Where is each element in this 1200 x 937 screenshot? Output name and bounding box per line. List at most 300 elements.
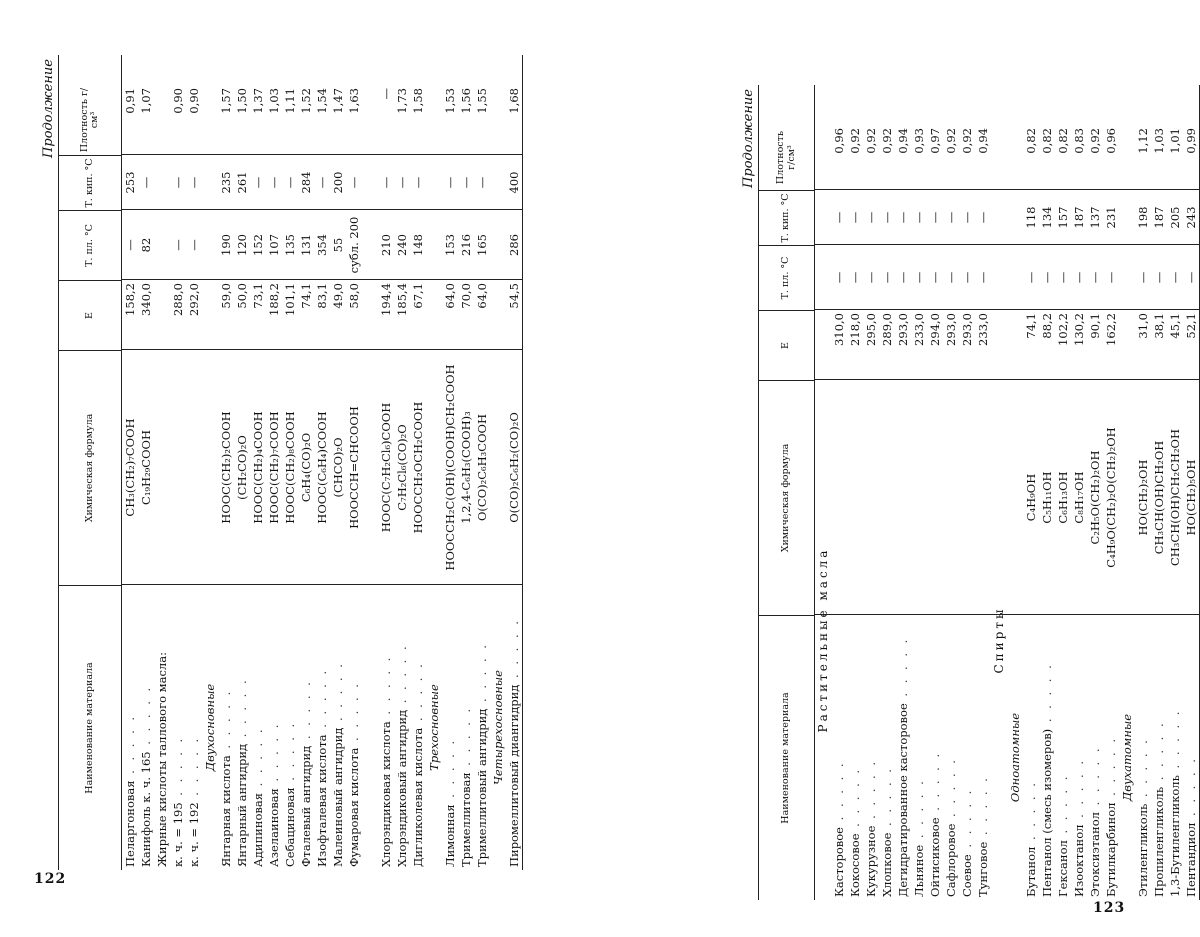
table-row — [330, 55, 346, 870]
cell-boiling: — — [864, 211, 878, 224]
cell-density: 1,47 — [331, 88, 345, 114]
cell-name — [234, 585, 250, 870]
leader-dots: . . . . . — [944, 757, 958, 824]
cell-name — [506, 585, 522, 870]
cell-formula: O(CO)₂C₆H₂(CO)₂O — [507, 412, 521, 523]
column-rule — [815, 614, 1199, 615]
leader-dots: . . . . . — [459, 705, 473, 773]
section-heading — [202, 55, 218, 870]
column-rule — [122, 279, 522, 280]
cell-boiling: 253 — [123, 171, 137, 194]
material-name: Тримеллитовая — [459, 772, 473, 867]
leader-dots: . . . . . — [880, 766, 894, 833]
material-name: Жирные кислоты таллового масла: — [155, 652, 169, 867]
cell-name — [1167, 615, 1183, 900]
cell-name — [863, 615, 879, 900]
material-name: Янтарная кислота — [219, 755, 233, 867]
cell-formula — [975, 380, 991, 615]
cell-e: 295,0 — [864, 313, 878, 346]
cell-density: 1,01 — [1168, 128, 1182, 154]
cell-formula: (CH₂CO)₂O — [235, 435, 249, 500]
leader-dots: . . . . . — [235, 677, 249, 744]
cell-formula: CH₃CH(OH)CH₂CH₂OH — [1168, 428, 1182, 567]
material-name: Пропиленгликоль — [1152, 786, 1166, 897]
header-formula: Химическая формула — [759, 380, 814, 615]
cell-melting: 152 — [251, 234, 265, 256]
leader-dots: . . . . . — [864, 759, 878, 826]
cell-name — [346, 585, 362, 870]
cell-boiling: — — [459, 176, 473, 189]
leader-dots: . . . . . — [331, 661, 345, 728]
table-row — [1135, 85, 1151, 900]
material-name: Гексанол — [1056, 840, 1070, 897]
cell-boiling: — — [411, 176, 425, 189]
cell-boiling: — — [267, 176, 281, 189]
table-row — [1087, 85, 1103, 900]
cell-melting: 107 — [267, 234, 281, 256]
cell-boiling: — — [171, 176, 185, 189]
left-page-number: 122 — [34, 871, 67, 887]
table-row — [282, 55, 298, 870]
cell-name — [879, 615, 895, 900]
cell-melting: 120 — [235, 234, 249, 256]
cell-e: 101,1 — [283, 283, 297, 316]
table-row — [975, 85, 991, 900]
cell-melting: 131 — [299, 234, 313, 256]
cell-formula: C₄H₉O(CH₂)₂O(CH₂)₂OH — [1104, 427, 1118, 568]
leader-dots: . . . . . — [379, 654, 393, 722]
cell-density: 1,03 — [267, 88, 281, 114]
table-row — [1071, 85, 1087, 900]
material-name: Соевое — [960, 854, 974, 897]
cell-formula — [831, 380, 847, 615]
leader-dots: . . . . . — [267, 721, 281, 789]
cell-boiling: — — [976, 211, 990, 224]
header-density: Плотность г/см³ — [775, 130, 797, 185]
cell-e: 288,0 — [171, 283, 185, 316]
cell-formula — [154, 350, 170, 585]
material-name: Тунговое — [976, 841, 990, 897]
cell-boiling: 134 — [1040, 206, 1054, 229]
leader-dots: . . . . . — [347, 681, 361, 748]
material-name: Дегидратированное касторовое — [896, 703, 910, 897]
leader-dots: . . . . . — [315, 667, 329, 735]
cell-e: 233,0 — [976, 313, 990, 346]
leader-dots: . . . . . — [896, 636, 910, 704]
cell-name — [330, 585, 346, 870]
cell-melting: — — [864, 271, 878, 284]
cell-boiling: — — [880, 211, 894, 224]
cell-density: 0,92 — [848, 128, 862, 154]
leader-dots: . . . . . — [219, 688, 233, 756]
cell-density: 0,91 — [123, 88, 137, 114]
cell-name — [250, 585, 266, 870]
material-name: Малеиновый ангидрид — [331, 727, 345, 867]
cell-e: 289,0 — [880, 313, 894, 346]
cell-name — [298, 585, 314, 870]
cell-boiling: — — [944, 211, 958, 224]
material-name: Изофталевая кислота — [315, 734, 329, 867]
cell-e: 83,1 — [315, 283, 329, 309]
cell-melting: — — [944, 271, 958, 284]
cell-density: 1,12 — [1136, 128, 1150, 154]
cell-density: 1,73 — [395, 88, 409, 114]
cell-melting: — — [1024, 271, 1038, 284]
cell-e: 340,0 — [139, 283, 153, 316]
table-row — [943, 85, 959, 900]
cell-melting: — — [896, 271, 910, 284]
cell-density: — — [379, 88, 393, 100]
cell-e: 90,1 — [1088, 313, 1102, 339]
cell-formula — [911, 380, 927, 615]
cell-formula: HOOC(CH₂)₂COOH — [219, 411, 233, 524]
cell-boiling: — — [187, 176, 201, 189]
cell-e: 293,0 — [896, 313, 910, 346]
header-e: E — [759, 310, 814, 380]
column-rule — [122, 349, 522, 350]
cell-boiling: — — [395, 176, 409, 189]
cell-name — [122, 585, 138, 870]
cell-melting: — — [928, 271, 942, 284]
table-row — [1183, 85, 1199, 900]
material-name: Пиромеллитовый диангидрид — [507, 684, 521, 867]
cell-e: 31,0 — [1136, 313, 1150, 339]
cell-formula — [863, 380, 879, 615]
cell-melting: — — [1168, 271, 1182, 284]
cell-density: 0,82 — [1040, 128, 1054, 154]
leader-dots: . . . . . — [299, 679, 313, 746]
cell-e: 293,0 — [960, 313, 974, 346]
leader-dots: . . . . . — [123, 713, 137, 781]
cell-name — [266, 585, 282, 870]
cell-melting: 216 — [459, 234, 473, 256]
cell-boiling: 284 — [299, 171, 313, 194]
leader-dots: . . . . . — [912, 778, 926, 845]
cell-melting: 135 — [283, 234, 297, 256]
cell-name — [959, 615, 975, 900]
cell-name — [474, 585, 490, 870]
cell-name — [1103, 615, 1119, 900]
cell-e: 102,2 — [1056, 313, 1070, 346]
cell-boiling: 231 — [1104, 206, 1118, 229]
cell-boiling: 200 — [331, 171, 345, 194]
cell-boiling: — — [347, 176, 361, 189]
cell-e: 74,1 — [1024, 313, 1038, 339]
table-row — [959, 85, 975, 900]
cell-name — [138, 585, 154, 870]
cell-name — [186, 585, 202, 870]
continued-label: Продолжение — [741, 89, 756, 188]
cell-boiling: 400 — [507, 171, 521, 194]
header-name: Наименование материала — [59, 585, 121, 870]
cell-formula: HO(CH₂)₅OH — [1184, 459, 1198, 536]
cell-melting: — — [1040, 271, 1054, 284]
cell-formula: HOOC(CH₂)₄COOH — [251, 411, 265, 524]
table-row — [378, 55, 394, 870]
table-row — [170, 55, 186, 870]
cell-e: 74,1 — [299, 283, 313, 309]
table-row — [1055, 85, 1071, 900]
cell-e: 293,0 — [944, 313, 958, 346]
leader-dots: . . . . . — [1152, 720, 1166, 787]
table-row — [394, 55, 410, 870]
table-row — [442, 55, 458, 870]
cell-boiling — [154, 155, 170, 210]
material-name: Фумаровая кислота — [347, 747, 361, 867]
table-row — [1023, 85, 1039, 900]
cell-boiling: — — [315, 176, 329, 189]
cell-e: 64,0 — [475, 283, 489, 309]
cell-formula — [943, 380, 959, 615]
cell-density: 1,55 — [475, 88, 489, 114]
cell-density: 0,97 — [928, 128, 942, 154]
leader-dots: . . . . . — [171, 735, 185, 803]
leader-dots: . . . . . — [443, 737, 457, 805]
cell-density: 0,92 — [944, 128, 958, 154]
cell-name — [831, 615, 847, 900]
cell-density: 0,92 — [960, 128, 974, 154]
continued-label: Продолжение — [41, 59, 56, 158]
leader-dots: . . . . . — [411, 661, 425, 728]
cell-e: 45,1 — [1168, 313, 1182, 339]
spacer-row — [362, 55, 378, 870]
cell-melting: — — [187, 239, 201, 251]
cell-density: 0,94 — [896, 128, 910, 154]
cell-name — [927, 615, 943, 900]
material-name: Этоксиэтанол — [1088, 812, 1102, 897]
cell-name — [847, 615, 863, 900]
cell-density: 1,63 — [347, 88, 361, 114]
cell-density: 0,99 — [1184, 128, 1198, 154]
leader-dots: . . . . . — [1040, 662, 1054, 729]
cell-name — [895, 615, 911, 900]
leader-dots: . . . . . — [1088, 745, 1102, 813]
leader-dots: . . . . . — [928, 750, 942, 818]
table-row — [474, 55, 490, 870]
table-row — [218, 55, 234, 870]
section-label: Двухатомные — [1120, 713, 1134, 802]
table-row — [346, 55, 362, 870]
table-row — [1151, 85, 1167, 900]
cell-name — [975, 615, 991, 900]
cell-boiling: 243 — [1184, 206, 1198, 229]
table-row — [250, 55, 266, 870]
column-rule — [122, 154, 522, 155]
material-name: к. ч. = 192 — [187, 802, 201, 867]
cell-melting: 190 — [219, 234, 233, 256]
cell-formula — [847, 380, 863, 615]
header-e: E — [59, 280, 121, 350]
cell-name — [154, 585, 170, 870]
cell-density: 0,96 — [832, 128, 846, 154]
cell-melting: — — [1184, 271, 1198, 284]
cell-name — [1023, 615, 1039, 900]
cell-boiling: 187 — [1152, 206, 1166, 229]
cell-formula: HOOC(C₇H₂Cl₆)COOH — [379, 402, 393, 533]
cell-density: 1,50 — [235, 88, 249, 114]
leader-dots: . . . . . — [251, 726, 265, 794]
cell-formula: C₆H₄(CO)₂O — [299, 432, 313, 503]
cell-formula: O(CO)₂C₆H₃COOH — [475, 414, 489, 521]
cell-density: 0,90 — [171, 88, 185, 114]
material-name: к. ч. = 195 — [171, 802, 185, 867]
cell-formula — [186, 350, 202, 585]
section-heading — [1007, 85, 1023, 900]
cell-e: 49,0 — [331, 283, 345, 309]
column-rule — [122, 209, 522, 210]
cell-name — [218, 585, 234, 870]
cell-e: 158,2 — [123, 283, 137, 316]
cell-formula — [959, 380, 975, 615]
cell-e: 233,0 — [912, 313, 926, 346]
cell-density: 0,92 — [864, 128, 878, 154]
material-name: Бутанол — [1024, 846, 1038, 897]
leader-dots: . . . . . — [1184, 756, 1198, 823]
cell-boiling: — — [832, 211, 846, 224]
cell-density: 0,93 — [912, 128, 926, 154]
cell-density: 1,03 — [1152, 128, 1166, 154]
cell-formula: C₁₉H₂₉COOH — [139, 430, 153, 505]
cell-e: 64,0 — [443, 283, 457, 309]
material-name: Хлорэндиковый ангидрид — [395, 709, 409, 867]
cell-e: 162,2 — [1104, 313, 1118, 346]
material-name: Азелаиновая — [267, 788, 281, 867]
cell-density: 0,94 — [976, 128, 990, 154]
cell-e: 54,5 — [507, 283, 521, 309]
cell-melting: — — [171, 239, 185, 251]
cell-density — [154, 85, 170, 155]
cell-boiling: 198 — [1136, 206, 1150, 229]
leader-dots: . . . . . — [507, 618, 521, 685]
cell-e: 130,2 — [1072, 313, 1086, 346]
cell-e: 188,2 — [267, 283, 281, 316]
cell-melting: — — [848, 271, 862, 284]
material-name: Канифоль к. ч. 165 — [139, 751, 153, 867]
cell-e: 59,0 — [219, 283, 233, 309]
cell-name — [1055, 615, 1071, 900]
cell-e: 70,0 — [459, 283, 473, 309]
cell-melting — [154, 210, 170, 280]
cell-density: 1,68 — [507, 88, 521, 114]
leader-dots: . . . . . — [283, 720, 297, 788]
cell-melting: — — [1088, 271, 1102, 284]
cell-melting: 354 — [315, 234, 329, 256]
cell-boiling: 205 — [1168, 206, 1182, 229]
cell-boiling: — — [912, 211, 926, 224]
cell-name — [282, 585, 298, 870]
leader-dots: . . . . . — [395, 643, 409, 710]
table-row — [1039, 85, 1055, 900]
cell-melting: 165 — [475, 234, 489, 256]
leader-dots: . . . . . — [1056, 773, 1070, 841]
header-formula: Химическая формула — [59, 350, 121, 585]
cell-melting: — — [880, 271, 894, 284]
table-row — [895, 85, 911, 900]
cell-e: 218,0 — [848, 313, 862, 346]
column-rule — [815, 244, 1199, 245]
cell-name — [314, 585, 330, 870]
cell-density: 0,92 — [880, 128, 894, 154]
table-row — [1167, 85, 1183, 900]
table-row — [266, 55, 282, 870]
column-rule — [815, 189, 1199, 190]
cell-formula: (CHCO)₂O — [331, 437, 345, 498]
cell-formula: C₆H₁₃OH — [1056, 471, 1070, 524]
material-name: Хлорэндиковая кислота — [379, 721, 393, 867]
leader-dots: . . . . . — [139, 684, 153, 752]
cell-boiling: — — [443, 176, 457, 189]
cell-formula: 1,2,4-C₆H₃(COOH)₃ — [459, 411, 473, 524]
cell-name — [911, 615, 927, 900]
section-label: Трехосновные — [427, 684, 441, 771]
cell-boiling: — — [139, 176, 153, 189]
cell-melting: 148 — [411, 234, 425, 256]
section-heading — [1119, 85, 1135, 900]
cell-density: 0,83 — [1072, 128, 1086, 154]
table-bottom-rule — [522, 55, 523, 870]
cell-name — [943, 615, 959, 900]
cell-boiling: 235 — [219, 171, 233, 194]
column-rule — [815, 309, 1199, 310]
cell-formula: C₇H₂Cl₆(CO)₂O — [395, 424, 409, 511]
table-row — [863, 85, 879, 900]
material-name: Янтарный ангидрид — [235, 743, 249, 867]
cell-density: 0,92 — [1088, 128, 1102, 154]
header-melting: Т. пл. °C — [59, 210, 121, 280]
table-body — [815, 85, 1199, 900]
material-name: Ойтисиковое — [928, 817, 942, 897]
cell-melting: 286 — [507, 234, 521, 256]
cell-boiling: — — [928, 211, 942, 224]
material-name: Тримеллитовый ангидрид — [475, 708, 489, 867]
material-name: Бутилкарбинол — [1104, 802, 1118, 897]
cell-e: 88,2 — [1040, 313, 1054, 339]
cell-melting: — — [1072, 271, 1086, 284]
cell-melting: субл. 200 — [347, 216, 361, 274]
column-rule — [815, 379, 1199, 380]
cell-melting: — — [1056, 271, 1070, 284]
cell-name — [1039, 615, 1055, 900]
material-name: Адипиновая — [251, 793, 265, 867]
leader-dots: . . . . . — [960, 787, 974, 855]
cell-melting: 210 — [379, 234, 393, 256]
cell-boiling: 137 — [1088, 206, 1102, 229]
cell-boiling: 118 — [1024, 206, 1038, 229]
cell-e: 50,0 — [235, 283, 249, 309]
table-row — [314, 55, 330, 870]
column-rule — [122, 584, 522, 585]
table-row — [927, 85, 943, 900]
cell-density: 0,82 — [1056, 128, 1070, 154]
section-label: Одноатомные — [1008, 712, 1022, 803]
cell-melting: — — [1104, 271, 1118, 284]
cell-formula — [170, 350, 186, 585]
table-body — [122, 55, 522, 870]
material-name: Пентанол (смесь изомеров) — [1040, 728, 1054, 897]
cell-e: 58,0 — [347, 283, 361, 309]
cell-name — [458, 585, 474, 870]
cell-boiling: 187 — [1072, 206, 1086, 229]
cell-e: 294,0 — [928, 313, 942, 346]
table-row — [122, 55, 138, 870]
leader-dots: . . . . . — [475, 642, 489, 709]
cell-e: 73,1 — [251, 283, 265, 309]
leader-dots: . . . . . — [1024, 780, 1038, 847]
material-name: Себациновая — [283, 787, 297, 867]
cell-formula — [895, 380, 911, 615]
leader-dots: . . . . . — [1168, 708, 1182, 776]
cell-melting: — — [1152, 271, 1166, 284]
